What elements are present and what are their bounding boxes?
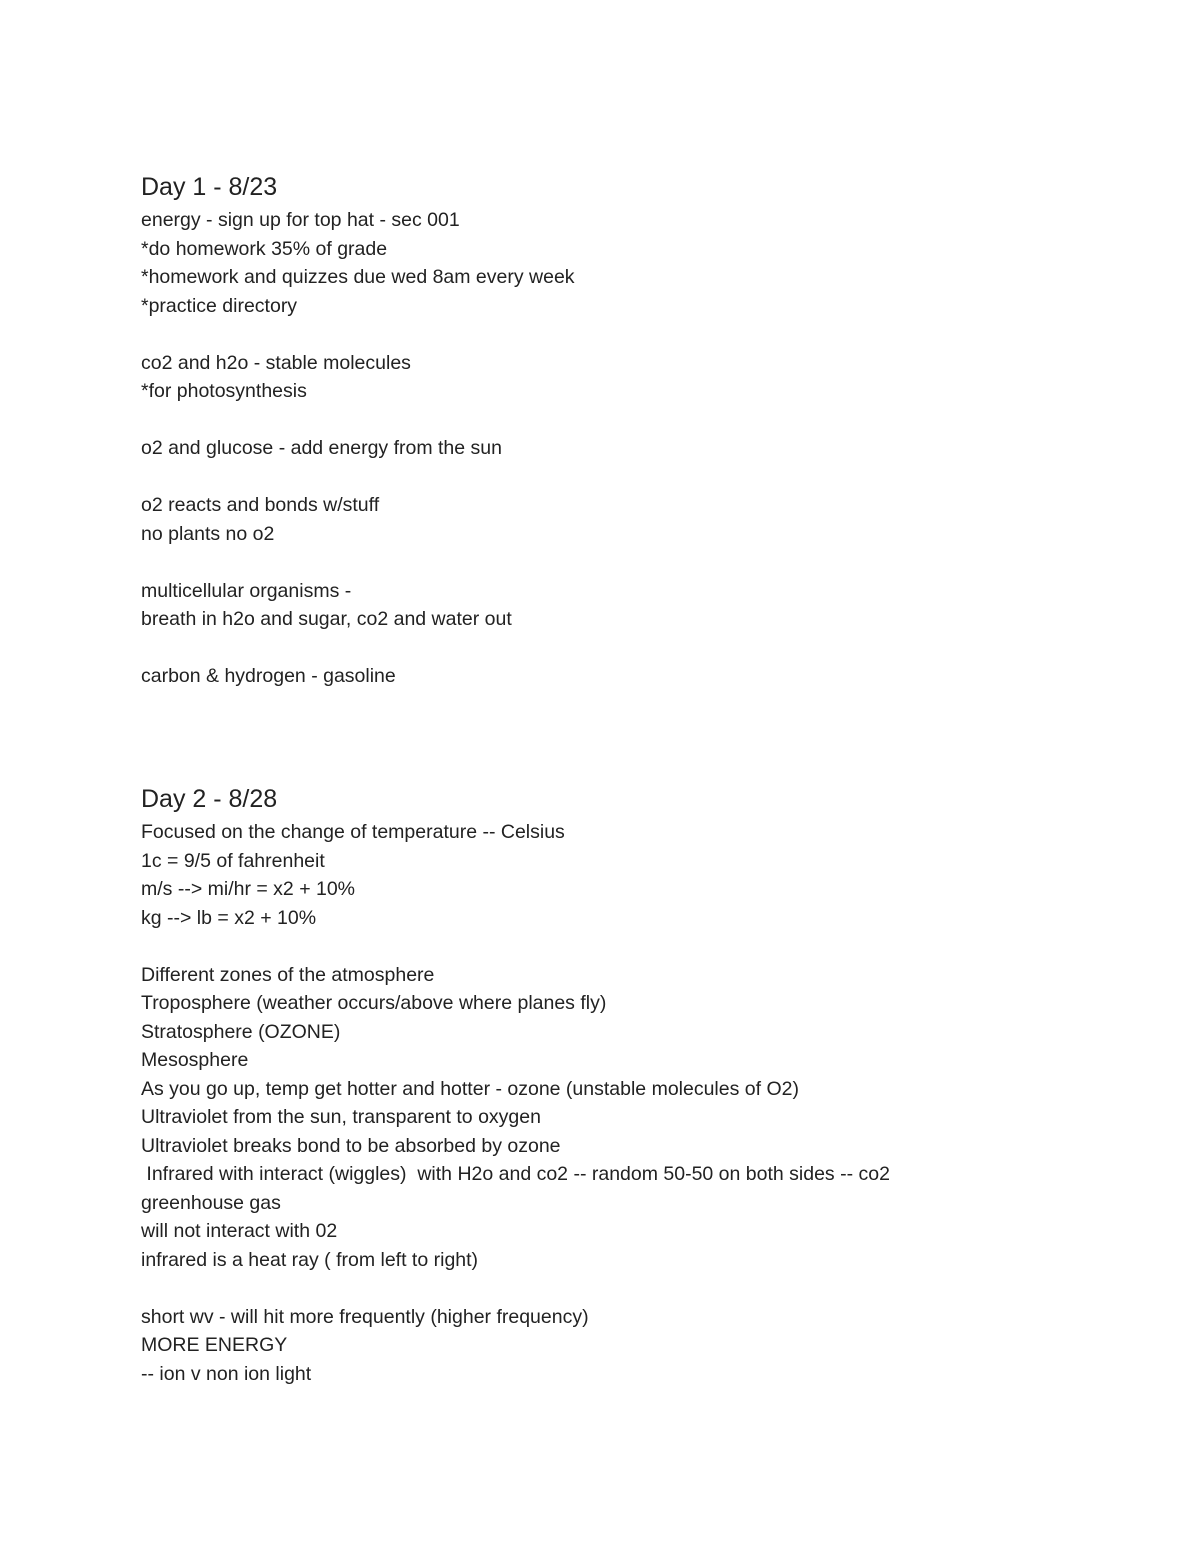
note-line: o2 reacts and bonds w/stuff [141,494,380,516]
blank-line [141,320,1141,349]
day2-notes [141,818,1141,1388]
note-line: Ultraviolet breaks bond to be absorbed by ozone [141,1134,561,1157]
blank-line [141,1274,1141,1303]
blank-line [141,932,1141,961]
note-line: -- ion v non ion light [141,1362,312,1385]
note-line: Ultraviolet from the sun, transparent to oxygen [141,1106,541,1128]
blank-line [141,634,1141,663]
day2-heading: Day 2 - 8/28 [141,785,278,813]
day1-section [141,170,1141,691]
blank-line [141,463,1141,492]
note-line: m/s --> mi/hr = x2 + 10% [141,878,356,900]
day1-heading: Day 1 - 8/23 [141,173,278,201]
day1-notes [141,206,1141,691]
note-line: *for photosynthesis [141,380,307,402]
note-line: energy - sign up for top hat - sec 001 [141,209,460,231]
note-line: multicellular organisms - [141,579,352,602]
note-line: o2 and glucose - add energy from the sun [141,437,502,459]
note-line: MORE ENERGY [141,1334,288,1356]
note-line: no plants no o2 [141,522,275,545]
note-line: breath in h2o and sugar, co2 and water out [141,608,512,630]
day2-section [141,782,1141,1388]
note-line: infrared is a heat ray ( from left to right) [141,1248,479,1271]
note-line: 1c = 9/5 of fahrenheit [141,849,325,872]
note-line: Troposphere (weather occurs/above where planes fly) [141,992,607,1014]
note-line: co2 and h2o - stable molecules [141,351,411,374]
blank-line [141,548,1141,577]
note-line: kg --> lb = x2 + 10% [141,906,317,929]
blank-line [141,406,1141,435]
note-line: Different zones of the atmosphere [141,963,435,986]
note-line: Stratosphere (OZONE) [141,1020,341,1043]
note-line: *practice directory [141,294,298,317]
note-line: As you go up, temp get hotter and hotter - ozone (unstable molecules of O2) [141,1077,799,1100]
note-line: carbon & hydrogen - gasoline [141,665,396,687]
note-line: short wv - will hit more frequently (higher frequency) [141,1305,589,1328]
note-line: greenhouse gas [141,1191,281,1214]
note-line: Mesosphere [141,1049,249,1071]
note-line: *homework and quizzes due wed 8am every week [141,266,575,288]
note-line: Focused on the change of temperature -- Celsius [141,821,565,843]
note-line: Infrared with interact (wiggles) with H2o and co2 -- random 50-50 on both sides -- co2 [141,1163,890,1185]
note-line: will not interact with 02 [141,1220,338,1242]
note-line: *do homework 35% of grade [141,237,388,260]
